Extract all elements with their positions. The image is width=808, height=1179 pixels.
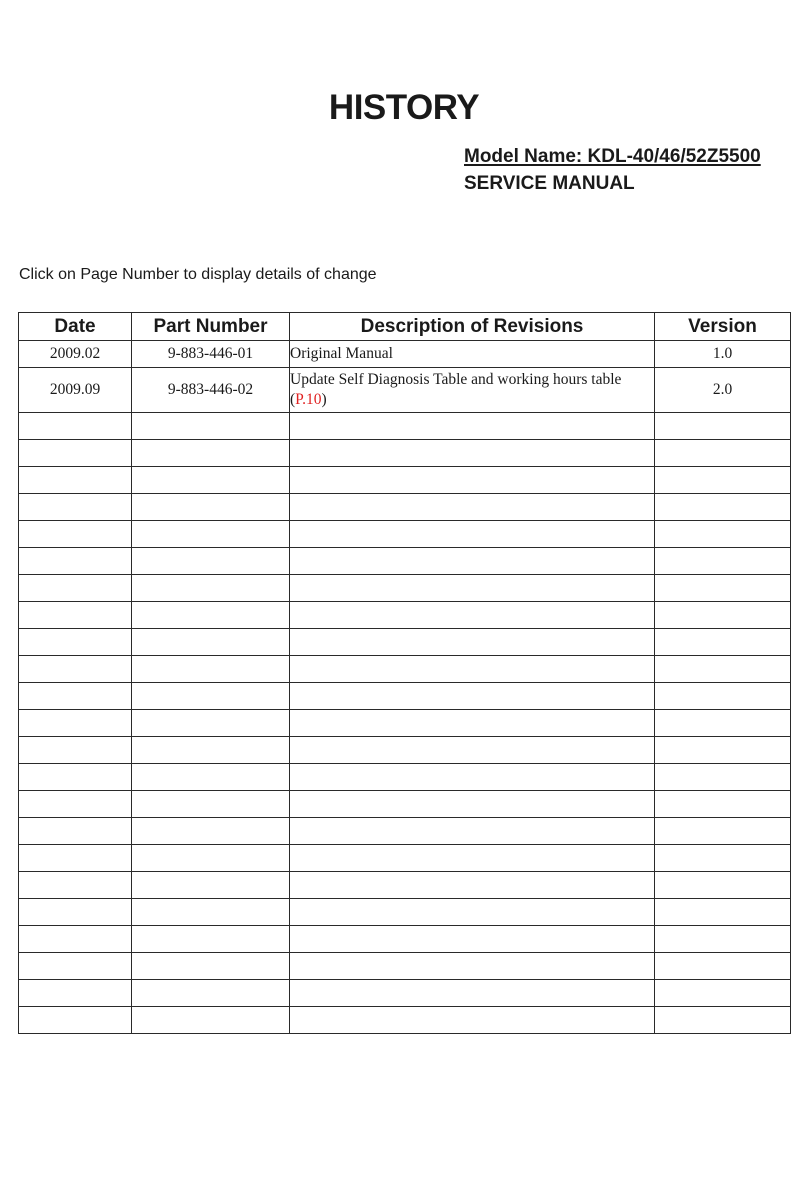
row-version: 2.0 [655,368,791,413]
empty-table-row [19,845,791,872]
row-part-number [132,845,290,872]
row-part-number [132,656,290,683]
row-date [19,683,132,710]
row-description [290,494,655,521]
row-version: 1.0 [655,341,791,368]
row-description [290,629,655,656]
row-date [19,548,132,575]
row-description [290,764,655,791]
table-row [19,368,791,413]
header-date: Date [19,313,132,341]
row-date [19,494,132,521]
row-description [290,953,655,980]
row-part-number [132,899,290,926]
row-date: 2009.02 [19,341,132,368]
row-date [19,521,132,548]
row-version [655,1007,791,1034]
row-version [655,602,791,629]
row-part-number [132,737,290,764]
row-date [19,467,132,494]
empty-table-row [19,548,791,575]
row-description [290,368,655,413]
row-version [655,521,791,548]
empty-table-row [19,413,791,440]
empty-table-row [19,683,791,710]
table-header-row [19,313,791,341]
row-description [290,656,655,683]
empty-table-row [19,980,791,1007]
row-version [655,629,791,656]
row-date [19,845,132,872]
row-part-number [132,575,290,602]
row-description [290,683,655,710]
model-info [464,143,761,197]
row-description [290,926,655,953]
row-date [19,656,132,683]
row-part-number [132,710,290,737]
row-date [19,872,132,899]
page-title: HISTORY [328,88,480,127]
model-name: Model Name: KDL-40/46/52Z5500 [464,146,761,167]
description-suffix: ) [321,391,327,408]
row-description [290,440,655,467]
empty-table-row [19,899,791,926]
empty-table-row [19,629,791,656]
empty-table-row [19,656,791,683]
row-version [655,710,791,737]
row-description [290,737,655,764]
row-part-number [132,521,290,548]
row-description [290,575,655,602]
manual-type: SERVICE MANUAL [464,173,635,194]
row-date [19,413,132,440]
row-description [290,980,655,1007]
empty-table-row [19,494,791,521]
row-date [19,737,132,764]
row-version [655,737,791,764]
row-date [19,575,132,602]
empty-table-row [19,521,791,548]
row-part-number [132,953,290,980]
empty-table-row [19,467,791,494]
row-date [19,899,132,926]
empty-table-row [19,575,791,602]
row-part-number [132,683,290,710]
row-version [655,467,791,494]
row-version [655,899,791,926]
row-part-number [132,548,290,575]
empty-table-row [19,440,791,467]
row-date [19,980,132,1007]
row-version [655,953,791,980]
row-version [655,980,791,1007]
row-date [19,926,132,953]
row-date [19,602,132,629]
header-version: Version [655,313,791,341]
row-part-number [132,467,290,494]
row-part-number [132,872,290,899]
row-date [19,440,132,467]
row-version [655,548,791,575]
row-version [655,494,791,521]
row-part-number [132,818,290,845]
row-description: Original Manual [290,341,655,368]
empty-table-row [19,872,791,899]
row-description [290,791,655,818]
description-text: Update Self Diagnosis Table and working hours table ( [290,371,622,408]
empty-table-row [19,953,791,980]
table-row [19,341,791,368]
row-part-number: 9-883-446-02 [132,368,290,413]
row-part-number [132,764,290,791]
row-version [655,413,791,440]
empty-table-row [19,926,791,953]
header-description: Description of Revisions [290,313,655,341]
row-version [655,818,791,845]
row-part-number [132,440,290,467]
row-version [655,440,791,467]
row-part-number [132,980,290,1007]
row-description [290,872,655,899]
row-part-number [132,1007,290,1034]
empty-table-row [19,710,791,737]
row-version [655,575,791,602]
row-version [655,926,791,953]
row-date [19,629,132,656]
row-date [19,710,132,737]
empty-table-row [19,1007,791,1034]
empty-table-row [19,602,791,629]
row-description [290,818,655,845]
row-version [655,845,791,872]
row-part-number: 9-883-446-01 [132,341,290,368]
row-date [19,953,132,980]
row-description [290,467,655,494]
row-version [655,791,791,818]
empty-table-row [19,818,791,845]
row-date: 2009.09 [19,368,132,413]
row-date [19,791,132,818]
row-part-number [132,413,290,440]
row-part-number [132,926,290,953]
row-part-number [132,602,290,629]
row-description [290,548,655,575]
header-part-number: Part Number [132,313,290,341]
row-part-number [132,791,290,818]
row-version [655,656,791,683]
row-part-number [132,494,290,521]
row-date [19,818,132,845]
empty-table-row [19,737,791,764]
row-version [655,683,791,710]
row-description [290,845,655,872]
row-date [19,1007,132,1034]
row-description [290,602,655,629]
revision-history-table [18,312,791,1034]
row-description [290,899,655,926]
row-version [655,872,791,899]
page-number-link[interactable]: P.10 [295,391,322,408]
row-description [290,710,655,737]
row-description [290,1007,655,1034]
row-part-number [132,629,290,656]
row-version [655,764,791,791]
row-description [290,413,655,440]
empty-table-row [19,764,791,791]
empty-table-row [19,791,791,818]
row-description [290,521,655,548]
row-date [19,764,132,791]
instruction-text: Click on Page Number to display details of change [19,266,377,283]
